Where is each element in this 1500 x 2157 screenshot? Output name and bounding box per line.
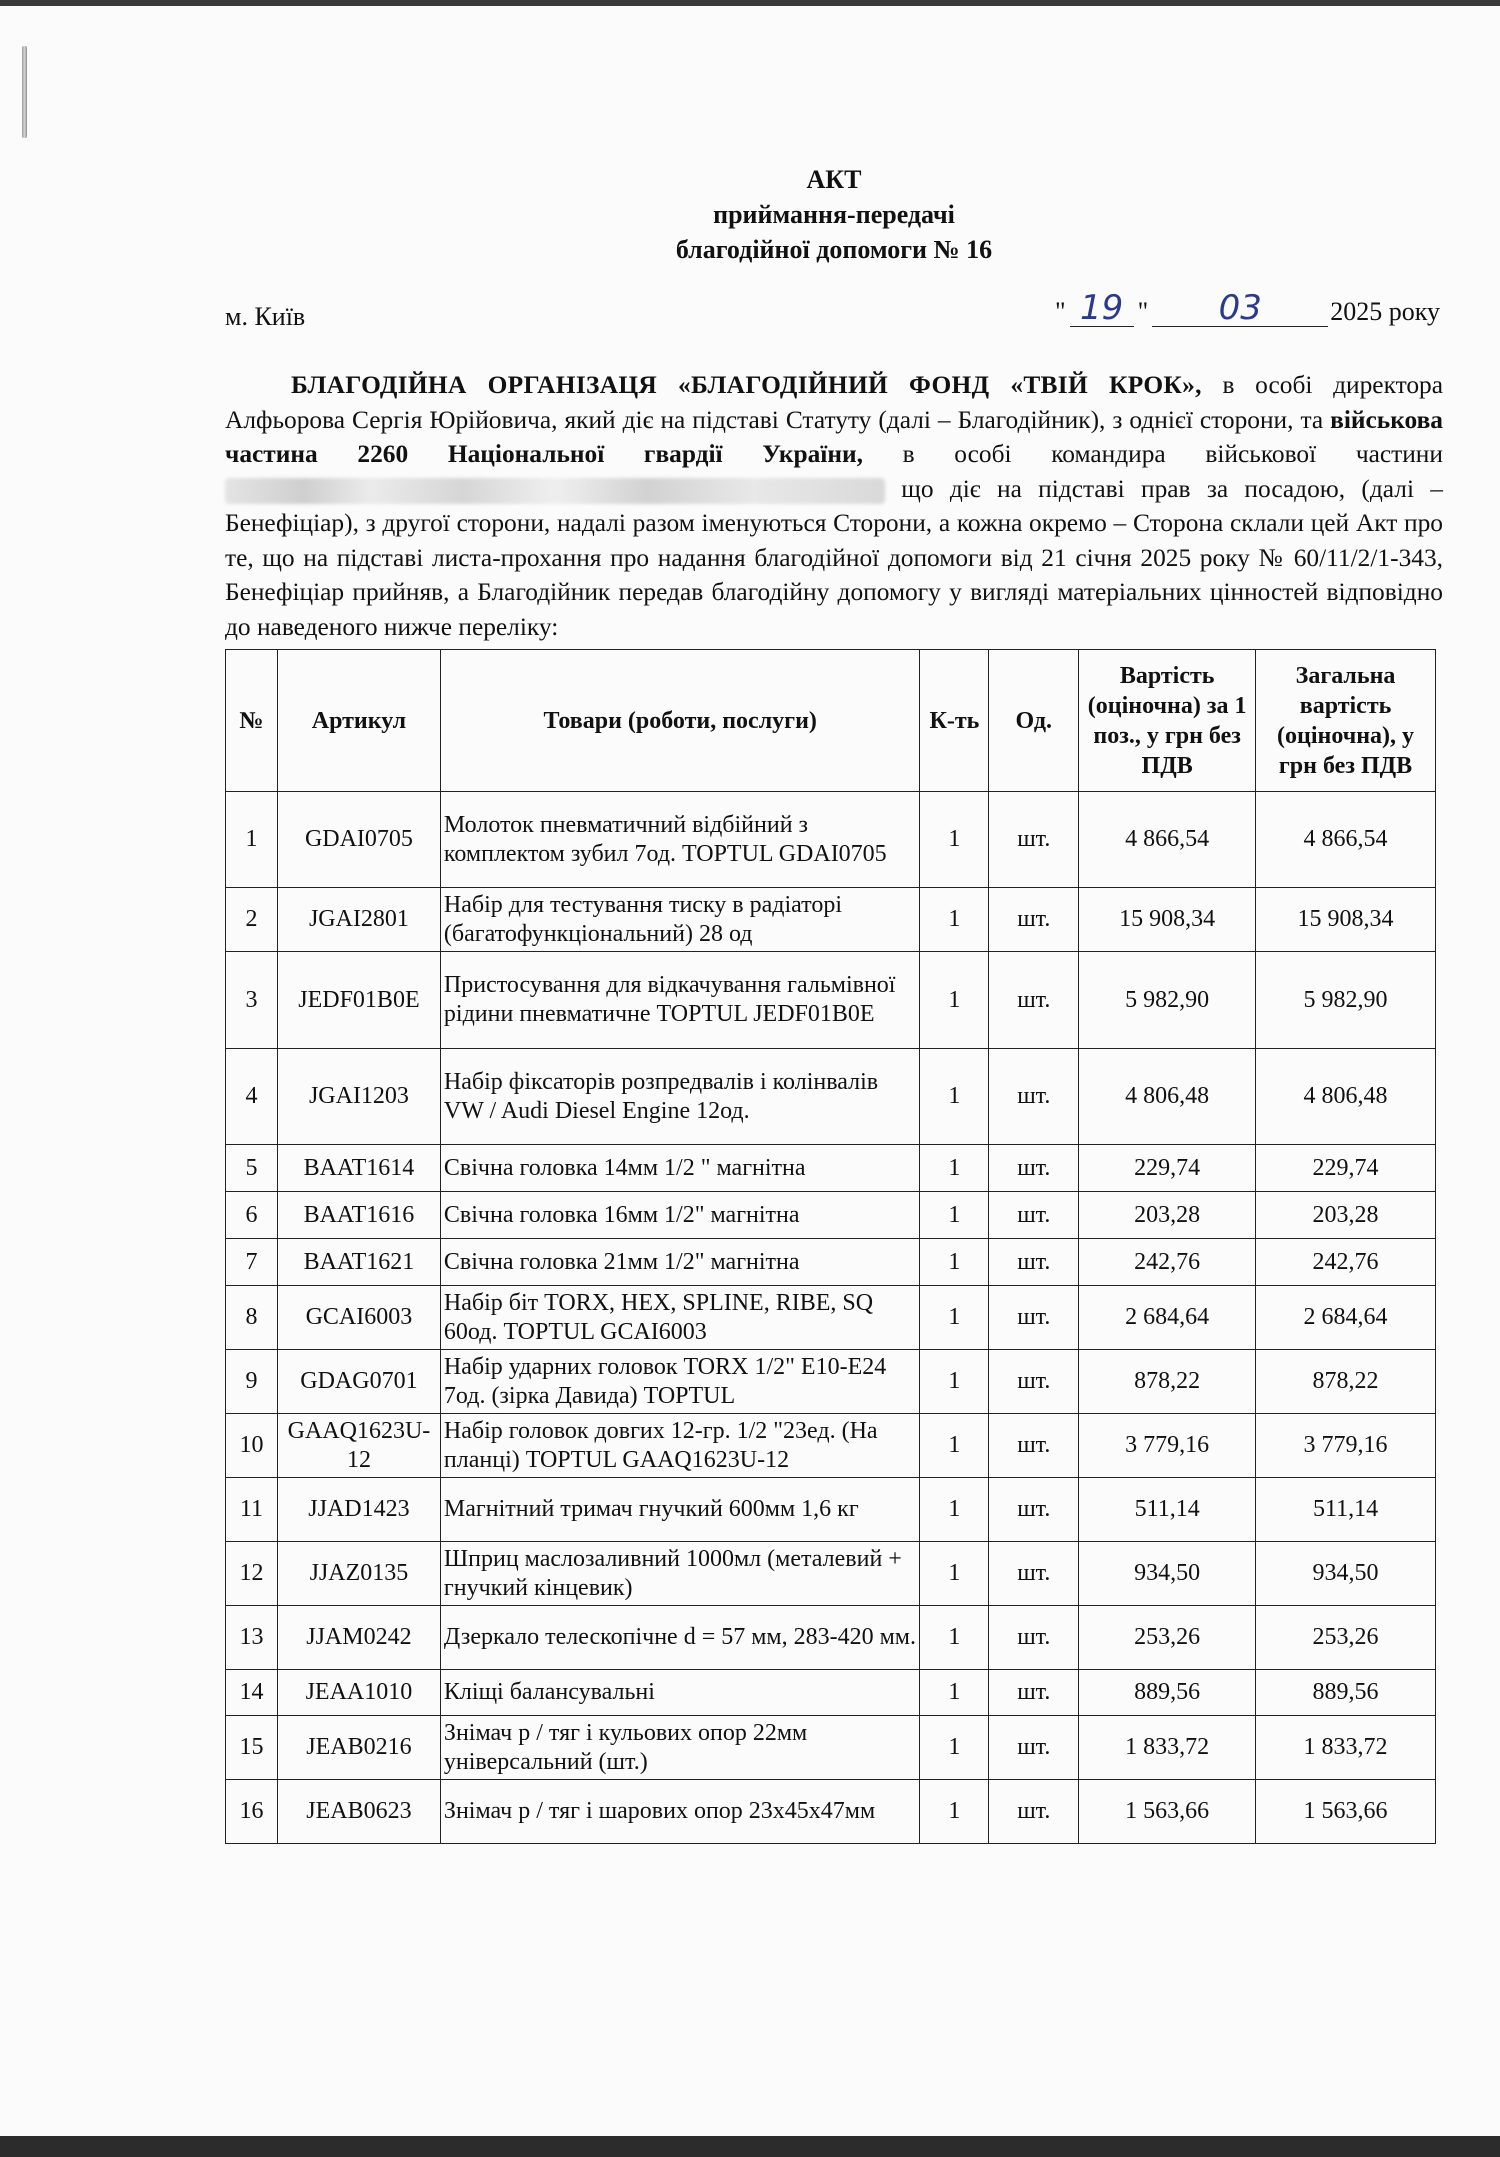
document-subtitle: приймання-передачі <box>713 200 955 229</box>
cell-unit: шт. <box>989 1606 1079 1670</box>
header-sum: Загальна вартість (оціночна), у грн без ПДВ <box>1256 650 1436 792</box>
cell-article: JEAA1010 <box>277 1670 440 1716</box>
intro-text-3: що діє на підставі прав за посадою, (далі – Бенефіціар), з другої сторони, надалі разом іменуються Сторони, а кожна окремо – Сторона склали цей Акт про те, що на підставі листа-прохання про надання благодійної допомоги від 21 січня 2025 року № 60/11/2/1-343, Бенефіціар прийняв, а Благодійник передав благодійну допомогу у вигляді матеріальних цінностей відповідно до наведеного нижче переліку: <box>225 474 1443 641</box>
cell-qty: 1 <box>920 1716 989 1780</box>
cell-unit: шт. <box>989 1192 1079 1239</box>
cell-price: 934,50 <box>1079 1542 1256 1606</box>
header-price: Вартість (оціночна) за 1 поз., у грн без ПДВ <box>1079 650 1256 792</box>
document-title: АКТ <box>806 165 862 194</box>
cell-no: 16 <box>226 1780 278 1844</box>
cell-unit: шт. <box>989 1145 1079 1192</box>
table-row <box>226 1780 1436 1844</box>
cell-name: Знімач р / тяг і шарових опор 23x45x47мм <box>440 1780 920 1844</box>
cell-name: Набір головок довгих 12-гр. 1/2 "23ед. (На планці) TOPTUL GAAQ1623U-12 <box>440 1414 920 1478</box>
cell-name: Пристосування для відкачування гальмівної рідини пневматичне TOPTUL JEDF01B0E <box>440 952 920 1049</box>
table-row <box>226 1542 1436 1606</box>
cell-article: JJAD1423 <box>277 1478 440 1542</box>
cell-no: 12 <box>226 1542 278 1606</box>
cell-article: GCAI6003 <box>277 1286 440 1350</box>
cell-qty: 1 <box>920 1414 989 1478</box>
cell-sum: 2 684,64 <box>1256 1286 1436 1350</box>
cell-sum: 203,28 <box>1256 1192 1436 1239</box>
cell-name: Знімач р / тяг і кульових опор 22мм універсальний (шт.) <box>440 1716 920 1780</box>
cell-price: 15 908,34 <box>1079 888 1256 952</box>
cell-no: 3 <box>226 952 278 1049</box>
cell-no: 2 <box>226 888 278 952</box>
table-row <box>226 888 1436 952</box>
cell-unit: шт. <box>989 1780 1079 1844</box>
table-row <box>226 1192 1436 1239</box>
cell-sum: 229,74 <box>1256 1145 1436 1192</box>
cell-sum: 1 833,72 <box>1256 1716 1436 1780</box>
cell-sum: 934,50 <box>1256 1542 1436 1606</box>
cell-article: GDAI0705 <box>277 792 440 888</box>
cell-price: 878,22 <box>1079 1350 1256 1414</box>
cell-unit: шт. <box>989 1350 1079 1414</box>
cell-sum: 4 866,54 <box>1256 792 1436 888</box>
cell-name: Набір біт TORX, HEX, SPLINE, RIBE, SQ 60од. TOPTUL GCAI6003 <box>440 1286 920 1350</box>
cell-qty: 1 <box>920 952 989 1049</box>
cell-no: 5 <box>226 1145 278 1192</box>
cell-qty: 1 <box>920 1145 989 1192</box>
header-no: № <box>226 650 278 792</box>
intro-text-2: в особі командира військової частини <box>862 440 1443 468</box>
cell-name: Дзеркало телескопічне d = 57 мм, 283-420 мм. <box>440 1606 920 1670</box>
cell-article: JGAI2801 <box>277 888 440 952</box>
cell-sum: 3 779,16 <box>1256 1414 1436 1478</box>
cell-unit: шт. <box>989 1049 1079 1145</box>
cell-no: 1 <box>226 792 278 888</box>
intro-paragraph <box>225 368 1443 644</box>
cell-article: BAAT1621 <box>277 1239 440 1286</box>
cell-price: 253,26 <box>1079 1606 1256 1670</box>
table-row <box>226 792 1436 888</box>
table-row <box>226 1145 1436 1192</box>
scan-background <box>0 2136 1500 2157</box>
table-row <box>226 1049 1436 1145</box>
cell-qty: 1 <box>920 792 989 888</box>
header-article: Артикул <box>277 650 440 792</box>
cell-name: Шприц маслозаливний 1000мл (металевий + гнучкий кінцевик) <box>440 1542 920 1606</box>
cell-sum: 889,56 <box>1256 1670 1436 1716</box>
cell-qty: 1 <box>920 1350 989 1414</box>
organization-name: БЛАГОДІЙНА ОРГАНІЗАЦЯ «БЛАГОДІЙНИЙ ФОНД «ТВІЙ КРОК», <box>291 371 1202 399</box>
cell-article: JJAZ0135 <box>277 1542 440 1606</box>
document-page <box>0 6 1500 2142</box>
military-unit-name: військова частина 2260 Національної гвардії України, <box>225 405 1443 468</box>
cell-price: 4 866,54 <box>1079 792 1256 888</box>
cell-qty: 1 <box>920 888 989 952</box>
cell-unit: шт. <box>989 1670 1079 1716</box>
cell-no: 8 <box>226 1286 278 1350</box>
cell-qty: 1 <box>920 1478 989 1542</box>
table-row <box>226 1716 1436 1780</box>
cell-article: JGAI1203 <box>277 1049 440 1145</box>
cell-sum: 511,14 <box>1256 1478 1436 1542</box>
cell-qty: 1 <box>920 1670 989 1716</box>
table-row <box>226 1606 1436 1670</box>
cell-qty: 1 <box>920 1780 989 1844</box>
cell-unit: шт. <box>989 792 1079 888</box>
document-date <box>1055 290 1440 327</box>
date-quote-close: " <box>1137 297 1149 326</box>
cell-sum: 5 982,90 <box>1256 952 1436 1049</box>
cell-price: 3 779,16 <box>1079 1414 1256 1478</box>
cell-unit: шт. <box>989 1414 1079 1478</box>
document-heading <box>0 162 1500 267</box>
cell-no: 6 <box>226 1192 278 1239</box>
cell-price: 5 982,90 <box>1079 952 1256 1049</box>
table-row <box>226 952 1436 1049</box>
cell-name: Кліщі балансувальні <box>440 1670 920 1716</box>
cell-name: Свічна головка 14мм 1/2 " магнітна <box>440 1145 920 1192</box>
cell-sum: 242,76 <box>1256 1239 1436 1286</box>
cell-qty: 1 <box>920 1286 989 1350</box>
cell-sum: 4 806,48 <box>1256 1049 1436 1145</box>
cell-no: 9 <box>226 1350 278 1414</box>
cell-qty: 1 <box>920 1606 989 1670</box>
cell-price: 889,56 <box>1079 1670 1256 1716</box>
cell-sum: 253,26 <box>1256 1606 1436 1670</box>
table-row <box>226 1414 1436 1478</box>
staple-mark <box>22 46 27 138</box>
cell-no: 10 <box>226 1414 278 1478</box>
cell-name: Набір для тестування тиску в радіаторі (багатофункціональний) 28 од <box>440 888 920 952</box>
date-day: 19 <box>1070 290 1134 327</box>
date-month: 03 <box>1152 290 1328 327</box>
cell-price: 511,14 <box>1079 1478 1256 1542</box>
cell-no: 4 <box>226 1049 278 1145</box>
cell-no: 14 <box>226 1670 278 1716</box>
cell-name: Молоток пневматичний відбійний з комплектом зубил 7од. TOPTUL GDAI0705 <box>440 792 920 888</box>
cell-price: 4 806,48 <box>1079 1049 1256 1145</box>
cell-article: BAAT1614 <box>277 1145 440 1192</box>
cell-name: Набір фіксаторів розпредвалів і колінвалів VW / Audi Diesel Engine 12од. <box>440 1049 920 1145</box>
cell-qty: 1 <box>920 1542 989 1606</box>
cell-no: 7 <box>226 1239 278 1286</box>
cell-article: GAAQ1623U-12 <box>277 1414 440 1478</box>
cell-no: 13 <box>226 1606 278 1670</box>
cell-sum: 1 563,66 <box>1256 1780 1436 1844</box>
cell-price: 229,74 <box>1079 1145 1256 1192</box>
cell-price: 203,28 <box>1079 1192 1256 1239</box>
cell-article: JEAB0216 <box>277 1716 440 1780</box>
table-row <box>226 1350 1436 1414</box>
cell-price: 2 684,64 <box>1079 1286 1256 1350</box>
cell-sum: 15 908,34 <box>1256 888 1436 952</box>
cell-no: 11 <box>226 1478 278 1542</box>
cell-article: JJAM0242 <box>277 1606 440 1670</box>
cell-article: GDAG0701 <box>277 1350 440 1414</box>
document-number: благодійної допомоги № 16 <box>675 235 993 264</box>
cell-qty: 1 <box>920 1049 989 1145</box>
cell-no: 15 <box>226 1716 278 1780</box>
cell-qty: 1 <box>920 1239 989 1286</box>
table-row <box>226 1478 1436 1542</box>
cell-unit: шт. <box>989 888 1079 952</box>
intro-text-1: в особі директора Алфьорова Сергія Юрійовича, який діє на підставі Статуту (далі – Благодійник), з однієї сторони, та <box>225 371 1444 434</box>
cell-price: 1 833,72 <box>1079 1716 1256 1780</box>
cell-price: 1 563,66 <box>1079 1780 1256 1844</box>
table-row <box>226 1239 1436 1286</box>
cell-unit: шт. <box>989 952 1079 1049</box>
header-unit: Од. <box>989 650 1079 792</box>
header-name: Товари (роботи, послуги) <box>440 650 920 792</box>
cell-name: Свічна головка 21мм 1/2" магнітна <box>440 1239 920 1286</box>
date-quote-open: " <box>1054 297 1066 326</box>
table-row <box>226 1670 1436 1716</box>
cell-name: Свічна головка 16мм 1/2" магнітна <box>440 1192 920 1239</box>
items-table <box>225 649 1436 1844</box>
redacted-name <box>225 478 885 504</box>
cell-unit: шт. <box>989 1286 1079 1350</box>
cell-unit: шт. <box>989 1542 1079 1606</box>
table-row <box>226 1286 1436 1350</box>
header-qty: К-ть <box>920 650 989 792</box>
cell-article: BAAT1616 <box>277 1192 440 1239</box>
table-header-row <box>226 650 1436 792</box>
cell-unit: шт. <box>989 1239 1079 1286</box>
cell-article: JEDF01B0E <box>277 952 440 1049</box>
cell-unit: шт. <box>989 1478 1079 1542</box>
cell-name: Набір ударних головок TORX 1/2" E10-E24 7од. (зірка Давида) TOPTUL <box>440 1350 920 1414</box>
cell-name: Магнітний тримач гнучкий 600мм 1,6 кг <box>440 1478 920 1542</box>
cell-qty: 1 <box>920 1192 989 1239</box>
cell-price: 242,76 <box>1079 1239 1256 1286</box>
cell-unit: шт. <box>989 1716 1079 1780</box>
cell-sum: 878,22 <box>1256 1350 1436 1414</box>
cell-article: JEAB0623 <box>277 1780 440 1844</box>
city-label: м. Київ <box>225 302 306 331</box>
date-year: 2025 року <box>1330 297 1440 326</box>
